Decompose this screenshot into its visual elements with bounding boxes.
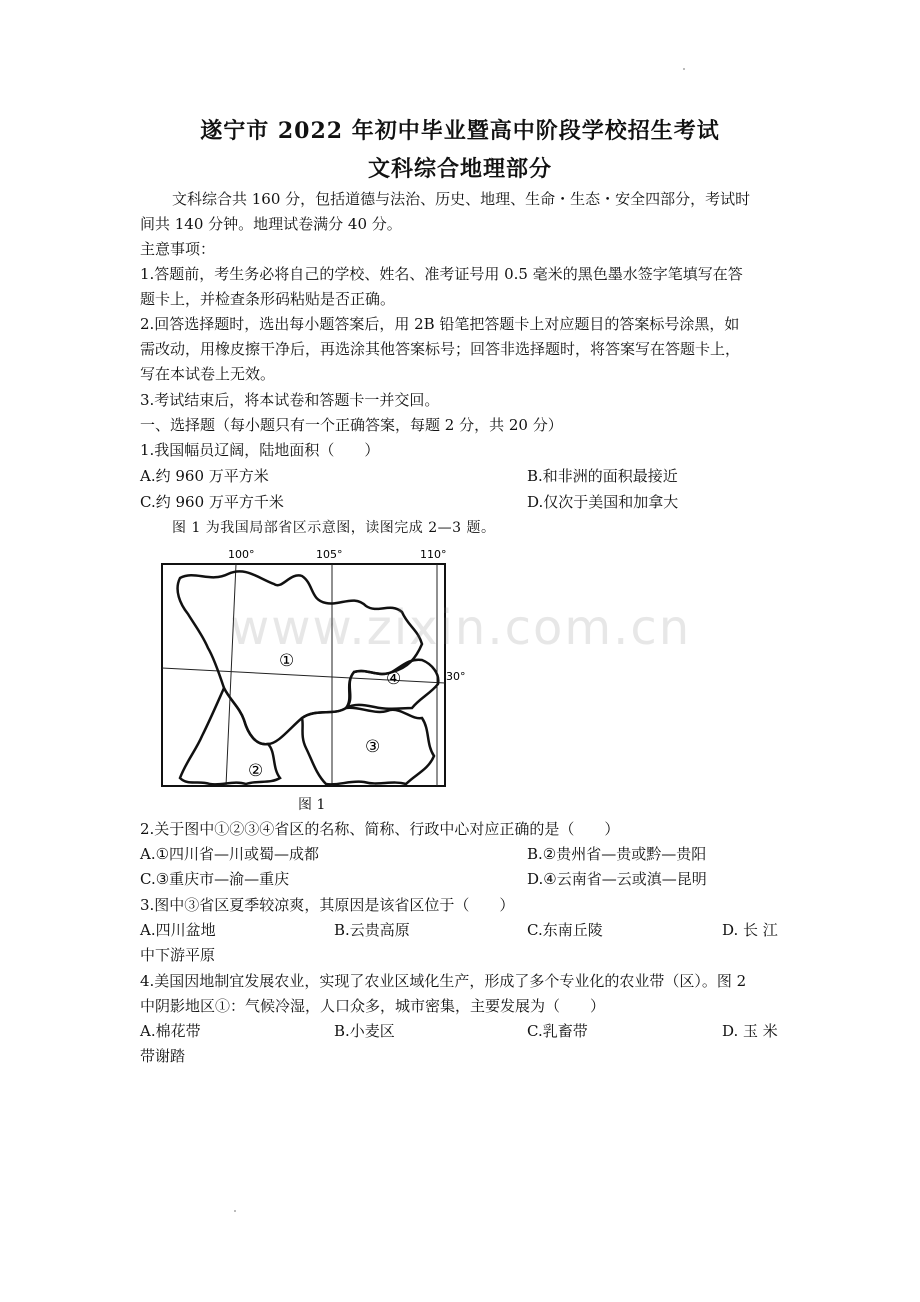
label-region-4: ④ — [386, 669, 402, 689]
q2-option-a: A.①四川省—川或蜀—成都 — [140, 845, 320, 863]
region-1-outline — [178, 571, 422, 744]
watermark: www.zixin.com.cn — [230, 600, 692, 656]
note-1-line-a: 1.答题前，考生务必将自己的学校、姓名、准考证号用 0.5 毫米的黑色墨水签字笔填写在答 — [140, 265, 743, 283]
q4-option-b: B.小麦区 — [334, 1022, 395, 1040]
q4-option-c: C.乳畜带 — [527, 1022, 588, 1040]
scan-speck — [683, 68, 685, 70]
q3-stem: 3.图中③省区夏季较凉爽，其原因是该省区位于（ ） — [140, 896, 515, 914]
meridian-100 — [226, 564, 236, 786]
q1-option-a: A.约 960 万平方米 — [140, 467, 269, 485]
figure-1-caption: 图 1 — [298, 797, 326, 813]
q2-option-b: B.②贵州省—贵或黔—贵阳 — [527, 845, 707, 863]
q1-stem: 1.我国幅员辽阔，陆地面积（ ） — [140, 441, 380, 459]
label-lon-110: 110° — [420, 548, 447, 561]
q4-stem-line-a: 4.美国因地制宜发展农业，实现了农业区域化生产，形成了多个专业化的农业带（区）。图 2 — [140, 972, 747, 990]
section-heading: 一、选择题（每小题只有一个正确答案，每题 2 分，共 20 分） — [140, 416, 563, 434]
scan-speck — [234, 1210, 236, 1212]
q2-option-c: C.③重庆市—渝—重庆 — [140, 870, 290, 888]
note-1-line-b: 题卡上，并检查条形码粘贴是否正确。 — [140, 290, 396, 308]
q3-option-d-continued: 中下游平原 — [140, 946, 216, 964]
note-2-line-b: 需改动，用橡皮擦干净后，再选涂其他答案标号；回答非选择题时，将答案写在答题卡上， — [140, 340, 741, 358]
q4-stem-line-b: 中阴影地区①：气候冷湿，人口众多，城市密集，主要发展为（ ） — [140, 997, 606, 1015]
parallel-30 — [162, 668, 445, 683]
exam-title: 遂宁市 2022 年初中毕业暨高中阶段学校招生考试 — [200, 118, 720, 144]
label-lon-100: 100° — [228, 548, 255, 561]
label-region-2: ② — [248, 761, 264, 781]
q3-option-c: C.东南丘陵 — [527, 921, 603, 939]
note-2-line-c: 写在本试卷上无效。 — [140, 365, 276, 383]
q4-option-a: A.棉花带 — [140, 1022, 201, 1040]
map-intro: 图 1 为我国局部省区示意图，读图完成 2—3 题。 — [172, 520, 496, 536]
q4-option-d: D. 玉 米 — [722, 1022, 778, 1040]
q1-option-d: D.仅次于美国和加拿大 — [527, 493, 679, 511]
q2-stem: 2.关于图中①②③④省区的名称、简称、行政中心对应正确的是（ ） — [140, 820, 620, 838]
note-2-line-a: 2.回答选择题时，选出每小题答案后，用 2B 铅笔把答题卡上对应题目的答案标号涂黑，如 — [140, 315, 740, 333]
label-region-3: ③ — [365, 737, 381, 757]
label-lon-105: 105° — [316, 548, 343, 561]
label-region-1: ① — [279, 651, 295, 671]
q3-option-a: A.四川盆地 — [140, 921, 216, 939]
intro-line-2: 间共 140 分钟。地理试卷满分 40 分。 — [140, 215, 402, 233]
q3-option-b: B.云贵高原 — [334, 921, 410, 939]
q1-option-c: C.约 960 万平方千米 — [140, 493, 284, 511]
q3-option-d: D. 长 江 — [722, 921, 778, 939]
q4-option-d-continued: 带谢踏 — [140, 1047, 186, 1065]
notes-heading: 主意事项： — [140, 240, 216, 258]
q1-option-b: B.和非洲的面积最接近 — [527, 467, 678, 485]
q2-option-d: D.④云南省—云或滇—昆明 — [527, 870, 707, 888]
note-3: 3.考试结束后，将本试卷和答题卡一并交回。 — [140, 391, 440, 409]
label-lat-30: 30° — [446, 670, 466, 683]
exam-subtitle: 文科综合地理部分 — [367, 156, 552, 182]
intro-line-1: 文科综合共 160 分，包括道德与法治、历史、地理、生命・生态・安全四部分，考试时 — [172, 190, 751, 208]
